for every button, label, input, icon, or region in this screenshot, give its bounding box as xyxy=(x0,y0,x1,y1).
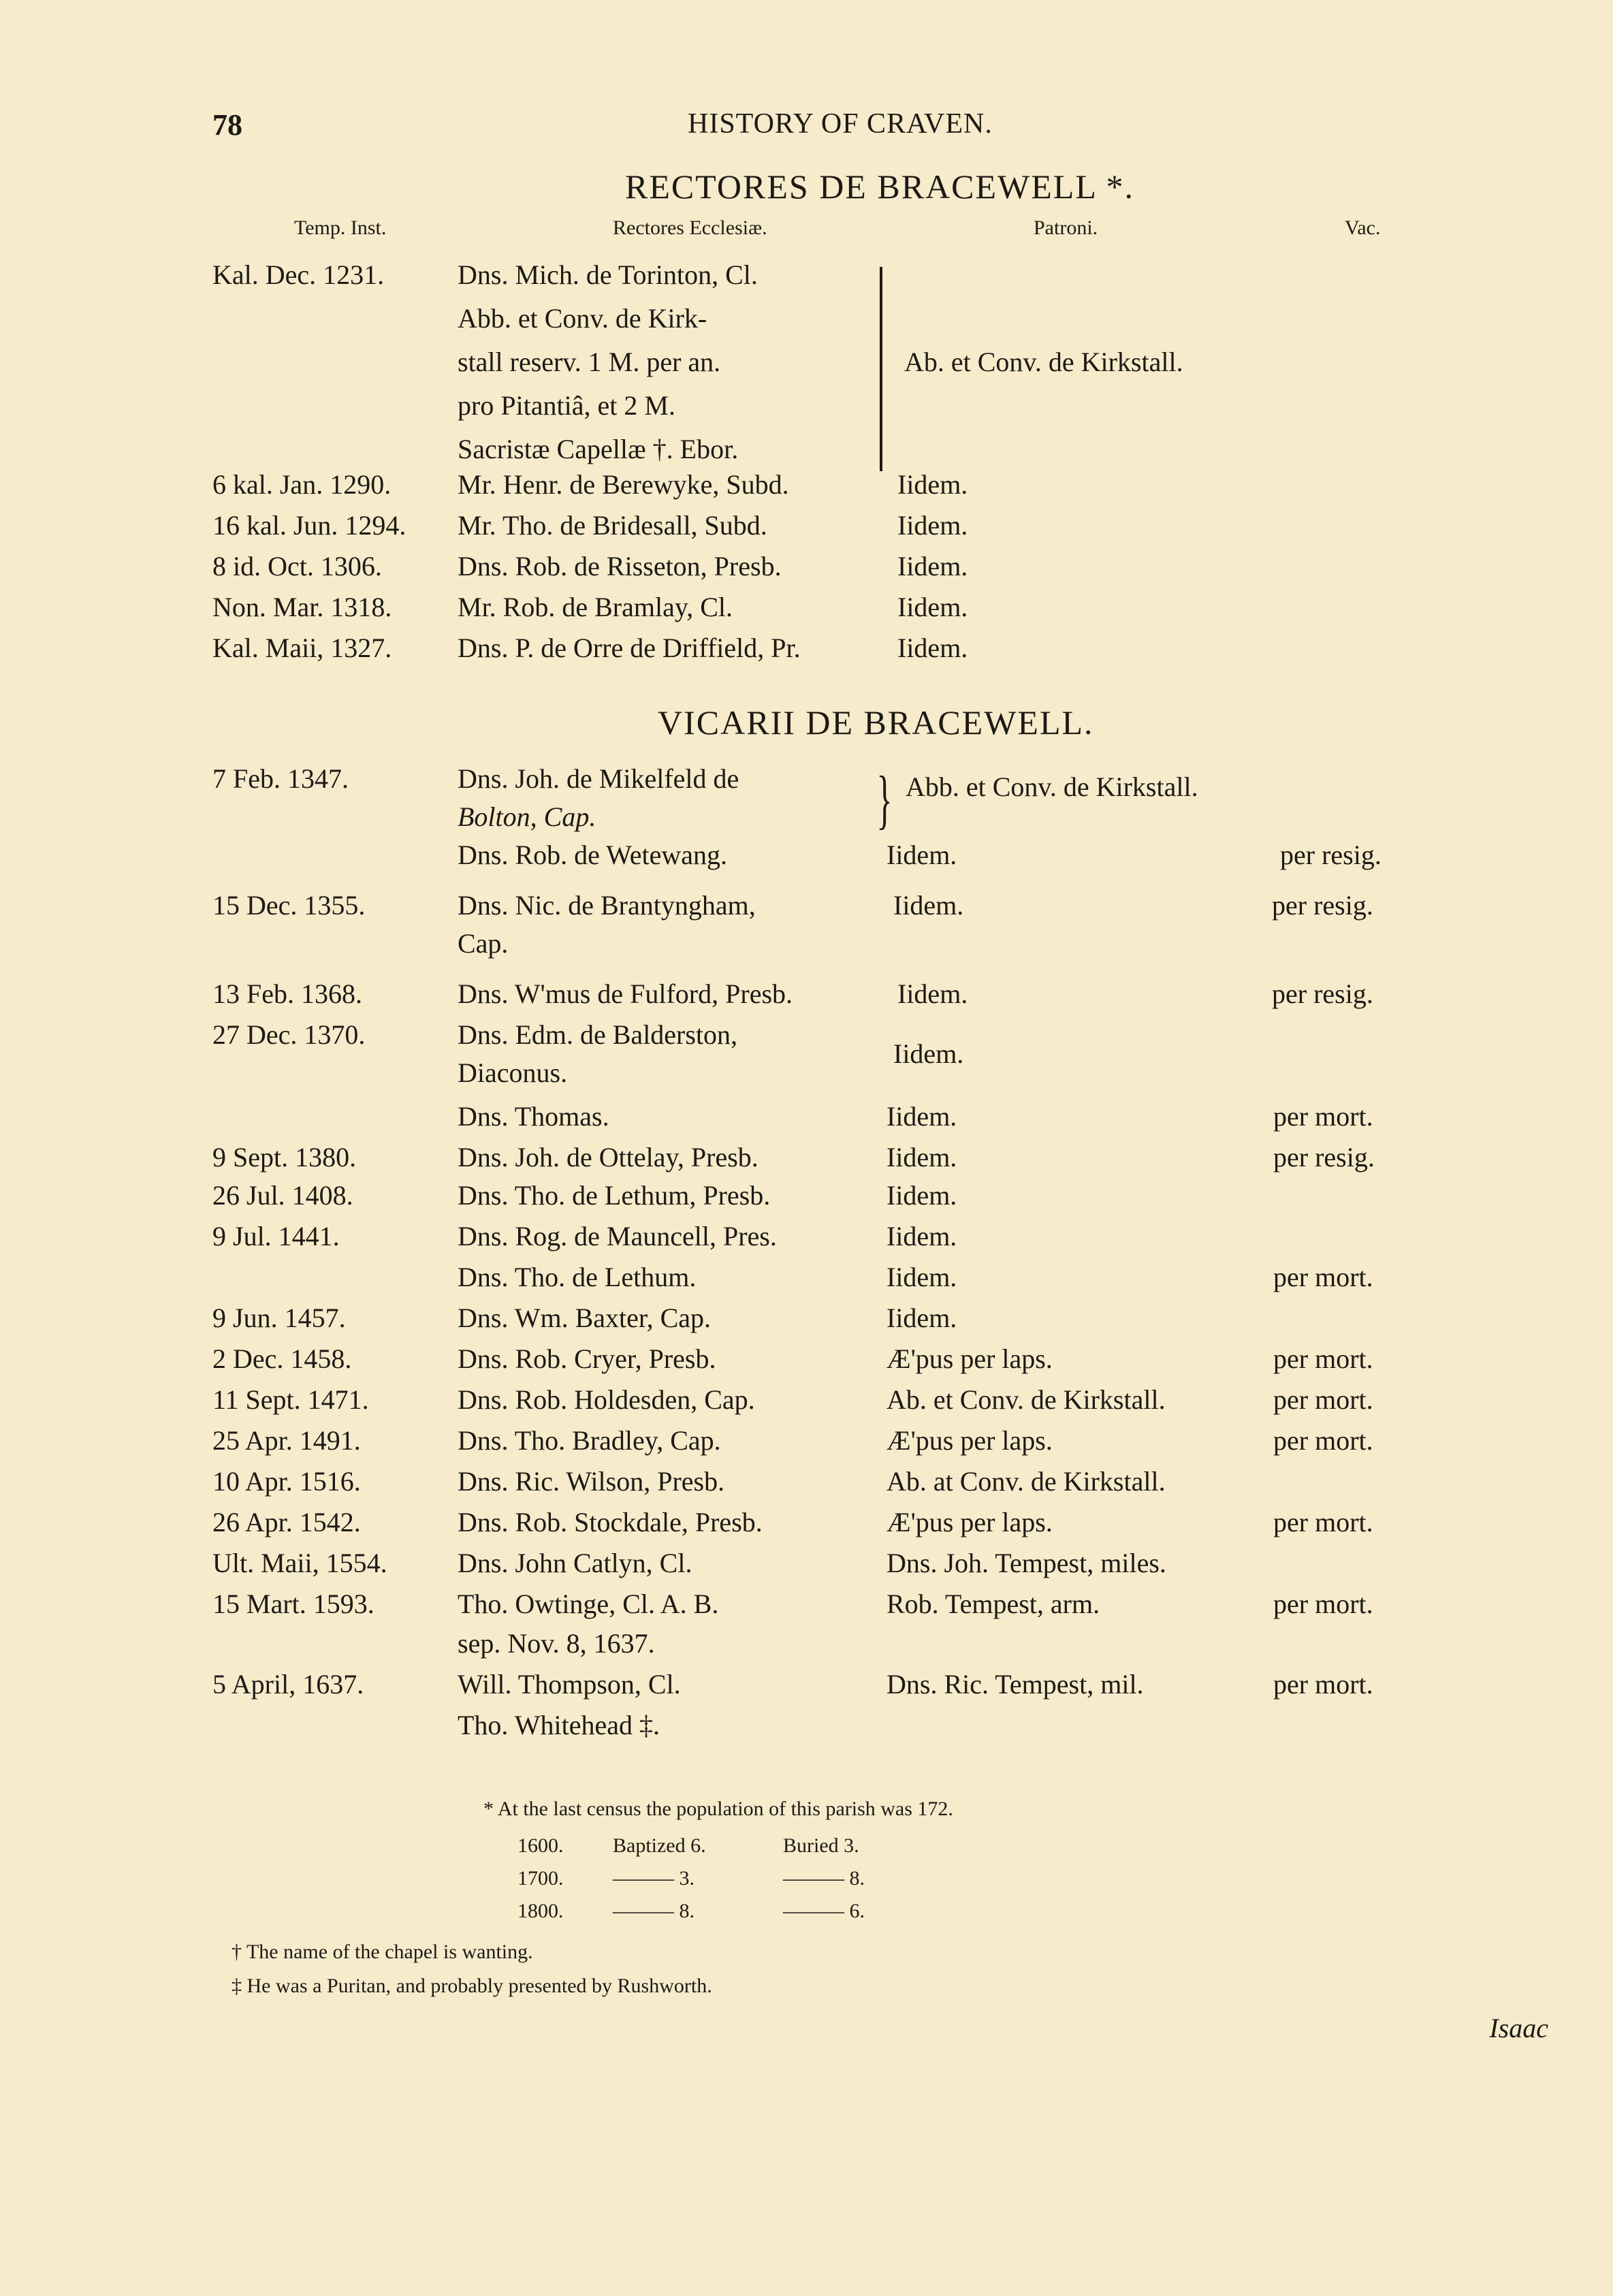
vicar-entry-1368 xyxy=(0,978,1613,1021)
entry-rector: sep. Nov. 8, 1637. xyxy=(458,1628,655,1659)
vicar-entry xyxy=(0,1668,1613,1712)
entry-rector-line: pro Pitantiâ, et 2 M. xyxy=(458,390,675,421)
entry-date: 7 Feb. 1347. xyxy=(212,763,349,794)
vicar-entry-1370-cont xyxy=(0,1057,1613,1100)
entry-patron: Æ'pus per laps. xyxy=(887,1507,1053,1537)
rector-entry xyxy=(0,632,1613,675)
entry-date: 9 Sept. 1380. xyxy=(212,1142,357,1173)
vicar-entry-1355-cont xyxy=(0,927,1613,971)
entry-patron: Iidem. xyxy=(887,1142,957,1173)
stat-year: 1700. xyxy=(517,1867,564,1890)
stat-buried: ——— 8. xyxy=(783,1867,865,1890)
entry-rector: Tho. Whitehead ‡. xyxy=(458,1710,660,1740)
entry-date: 11 Sept. 1471. xyxy=(212,1384,369,1415)
entry-rector: Dns. Wm. Baxter, Cap. xyxy=(458,1303,712,1333)
rector-entry xyxy=(0,550,1613,594)
vicar-entry xyxy=(0,1261,1613,1305)
col-head-vac: Vac. xyxy=(1345,217,1381,239)
entry-vacancy: per resig. xyxy=(1273,1142,1375,1173)
entry-date: 5 April, 1637. xyxy=(212,1669,364,1700)
vicar-entry xyxy=(0,1465,1613,1509)
entry-rector: Dns. Rob. de Wetewang. xyxy=(458,840,727,870)
entry-rector: Dns. John Catlyn, Cl. xyxy=(458,1548,692,1578)
entry-patron: Iidem. xyxy=(893,890,964,921)
entry-date: 13 Feb. 1368. xyxy=(212,978,362,1009)
vicar-entry xyxy=(0,1100,1613,1144)
entry-patron: Iidem. xyxy=(897,510,968,541)
rector-entry xyxy=(0,509,1613,553)
rector-entry-1231 xyxy=(0,259,1613,302)
entry-patron: Iidem. xyxy=(897,633,968,663)
entry-patron: Ab. at Conv. de Kirkstall. xyxy=(887,1466,1166,1497)
entry-patron: Dns. Joh. Tempest, miles. xyxy=(887,1548,1166,1578)
entry-patron: Iidem. xyxy=(887,1221,957,1251)
vicar-entry xyxy=(0,1709,1613,1753)
entry-date: 10 Apr. 1516. xyxy=(212,1466,361,1497)
entry-date: 9 Jul. 1441. xyxy=(212,1221,340,1251)
rector-entry xyxy=(0,591,1613,635)
entry-rector-line: Diaconus. xyxy=(458,1057,568,1088)
vicar-entry xyxy=(0,1343,1613,1386)
entry-rector-line: Sacristæ Capellæ †. Ebor. xyxy=(458,434,739,464)
entry-patron: Iidem. xyxy=(897,469,968,500)
vicar-entry xyxy=(0,1424,1613,1468)
entry-patron: Rob. Tempest, arm. xyxy=(887,1589,1100,1619)
entry-vacancy: per mort. xyxy=(1273,1384,1373,1415)
entry-rector: Mr. Rob. de Bramlay, Cl. xyxy=(458,592,733,622)
stat-year: 1600. xyxy=(517,1834,564,1857)
entry-rector: Dns. Rob. Holdesden, Cap. xyxy=(458,1384,755,1415)
entry-patron: Iidem. xyxy=(897,592,968,622)
entry-vacancy: per mort. xyxy=(1273,1101,1373,1132)
entry-rector: Dns. Joh. de Ottelay, Presb. xyxy=(458,1142,758,1173)
stat-baptized: Baptized 6. xyxy=(613,1834,706,1857)
entry-vacancy: per resig. xyxy=(1272,890,1373,921)
brace-glyph: } xyxy=(876,763,893,835)
vicarii-title: VICARII DE BRACEWELL. xyxy=(658,703,1094,742)
entry-vacancy: per mort. xyxy=(1273,1507,1373,1537)
entry-vacancy: per mort. xyxy=(1273,1343,1373,1374)
entry-rector: Dns. Tho. Bradley, Cap. xyxy=(458,1425,721,1456)
col-head-patroni: Patroni. xyxy=(1034,217,1098,239)
vicar-entry-1355 xyxy=(0,889,1613,933)
entry-patron: Ab. et Conv. de Kirkstall. xyxy=(904,347,1183,377)
rectores-title: RECTORES DE BRACEWELL *. xyxy=(625,168,1134,206)
entry-rector-line: stall reserv. 1 M. per an. xyxy=(458,347,721,377)
entry-rector: Will. Thompson, Cl. xyxy=(458,1669,681,1700)
entry-rector-line: Dns. Mich. de Torinton, Cl. xyxy=(458,259,758,290)
entry-vacancy: per mort. xyxy=(1273,1425,1373,1456)
entry-date: 25 Apr. 1491. xyxy=(212,1425,361,1456)
entry-patron: Iidem. xyxy=(887,840,957,870)
entry-patron: Iidem. xyxy=(887,1262,957,1292)
entry-patron: Abb. et Conv. de Kirkstall. xyxy=(906,771,1198,802)
entry-rector: Dns. Ric. Wilson, Presb. xyxy=(458,1466,725,1497)
entry-patron: Iidem. xyxy=(887,1303,957,1333)
vicar-entry-1347-cont xyxy=(0,801,1613,844)
rector-entry-1231-cont xyxy=(0,346,1613,389)
entry-rector-line: Dns. Edm. de Balderston, xyxy=(458,1019,738,1050)
entry-date: 9 Jun. 1457. xyxy=(212,1303,346,1333)
vicar-entry xyxy=(0,1547,1613,1591)
page-number: 78 xyxy=(212,108,242,142)
vicar-entry-1370 xyxy=(0,1019,1613,1069)
entry-rector-line: Dns. Joh. de Mikelfeld de xyxy=(458,763,739,794)
vicar-entry xyxy=(0,1627,1613,1671)
entry-date: Ult. Maii, 1554. xyxy=(212,1548,387,1578)
vicar-entry xyxy=(0,1302,1613,1345)
entry-patron: Iidem. xyxy=(897,551,968,581)
entry-vacancy: per mort. xyxy=(1273,1669,1373,1700)
running-title: HISTORY OF CRAVEN. xyxy=(688,108,993,140)
entry-patron: Iidem. xyxy=(887,1180,957,1211)
rector-entry-1231-cont xyxy=(0,302,1613,346)
vicar-entry-1347 xyxy=(0,763,1613,806)
entry-rector: Dns. Thomas. xyxy=(458,1101,609,1132)
entry-rector: Dns. Rog. de Mauncell, Pres. xyxy=(458,1221,777,1251)
entry-patron: Æ'pus per laps. xyxy=(887,1343,1053,1374)
vicar-entry xyxy=(0,1179,1613,1223)
stat-baptized: ——— 8. xyxy=(613,1900,694,1922)
entry-vacancy: per resig. xyxy=(1280,840,1382,870)
entry-vacancy: per mort. xyxy=(1273,1589,1373,1619)
entry-vacancy: per mort. xyxy=(1273,1262,1373,1292)
entry-patron: Iidem. xyxy=(887,1101,957,1132)
footnote-dagger: † The name of the chapel is wanting. xyxy=(231,1941,533,1963)
entry-patron: Iidem. xyxy=(893,1038,964,1069)
entry-rector: Dns. P. de Orre de Driffield, Pr. xyxy=(458,633,801,663)
footnote-double-dagger: ‡ He was a Puritan, and probably presented by Rushworth. xyxy=(231,1975,712,1997)
entry-rector: Dns. Tho. de Lethum. xyxy=(458,1262,697,1292)
entry-date: Kal. Dec. 1231. xyxy=(212,259,385,290)
entry-date: 15 Dec. 1355. xyxy=(212,890,366,921)
entry-rector: Mr. Henr. de Berewyke, Subd. xyxy=(458,469,789,500)
entry-rector: Dns. Tho. de Lethum, Presb. xyxy=(458,1180,771,1211)
stat-buried: Buried 3. xyxy=(783,1834,859,1857)
entry-date: 26 Jul. 1408. xyxy=(212,1180,353,1211)
entry-date: 26 Apr. 1542. xyxy=(212,1507,361,1537)
bracket-bar xyxy=(880,267,882,471)
stat-year: 1800. xyxy=(517,1900,564,1922)
entry-date: Non. Mar. 1318. xyxy=(212,592,392,622)
catchword: Isaac xyxy=(1489,2013,1548,2043)
entry-patron: Dns. Ric. Tempest, mil. xyxy=(887,1669,1144,1700)
entry-patron: Iidem. xyxy=(897,978,968,1009)
entry-date: Kal. Maii, 1327. xyxy=(212,633,392,663)
vicar-entry xyxy=(0,1506,1613,1550)
vicar-entry xyxy=(0,1588,1613,1631)
vicar-entry xyxy=(0,1220,1613,1264)
entry-rector: Dns. Rob. Stockdale, Presb. xyxy=(458,1507,763,1537)
footnote-star: * At the last census the population of this parish was 172. xyxy=(483,1798,953,1820)
stat-buried: ——— 6. xyxy=(783,1900,865,1922)
entry-date: 6 kal. Jan. 1290. xyxy=(212,469,392,500)
entry-date: 8 id. Oct. 1306. xyxy=(212,551,382,581)
entry-rector: Mr. Tho. de Bridesall, Subd. xyxy=(458,510,767,541)
entry-rector-line: Bolton, Cap. xyxy=(458,801,596,832)
entry-rector-line: Abb. et Conv. de Kirk- xyxy=(458,303,707,334)
vicar-entry xyxy=(0,839,1613,882)
entry-date: 27 Dec. 1370. xyxy=(212,1019,366,1050)
rector-entry-1231-cont xyxy=(0,389,1613,433)
entry-rector-line: Cap. xyxy=(458,928,509,959)
entry-date: 16 kal. Jun. 1294. xyxy=(212,510,406,541)
vicar-entry xyxy=(0,1384,1613,1427)
entry-date: 15 Mart. 1593. xyxy=(212,1589,374,1619)
col-head-temp: Temp. Inst. xyxy=(294,217,387,239)
entry-date: 2 Dec. 1458. xyxy=(212,1343,352,1374)
entry-rector: Dns. W'mus de Fulford, Presb. xyxy=(458,978,793,1009)
rector-entry xyxy=(0,468,1613,512)
stat-baptized: ——— 3. xyxy=(613,1867,694,1890)
entry-rector: Dns. Rob. Cryer, Presb. xyxy=(458,1343,716,1374)
entry-rector: Dns. Rob. de Risseton, Presb. xyxy=(458,551,782,581)
vicar-entry xyxy=(0,1141,1613,1185)
entry-patron: Æ'pus per laps. xyxy=(887,1425,1053,1456)
entry-rector: Tho. Owtinge, Cl. A. B. xyxy=(458,1589,719,1619)
entry-vacancy: per resig. xyxy=(1272,978,1373,1009)
entry-rector-line: Dns. Nic. de Brantyngham, xyxy=(458,890,756,921)
entry-patron: Ab. et Conv. de Kirkstall. xyxy=(887,1384,1166,1415)
col-head-rectores: Rectores Ecclesiæ. xyxy=(613,217,767,239)
